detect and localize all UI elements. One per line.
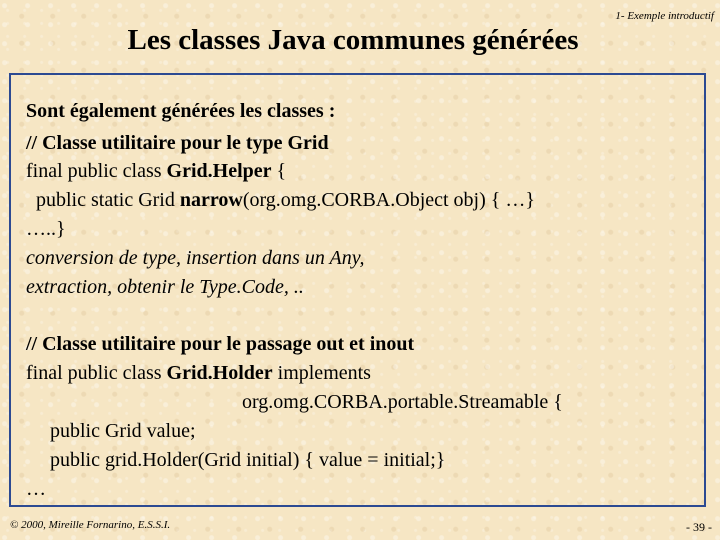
page-title: Les classes Java communes générées xyxy=(127,24,579,56)
intro-text: Sont également générées les classes : xyxy=(26,100,336,122)
helper-description-1: conversion de type, insertion dans un Any, xyxy=(26,247,365,269)
holder-constructor: public grid.Holder(Grid initial) { value = initial;} xyxy=(50,449,446,471)
helper-description-2: extraction, obtenir le Type.Code, .. xyxy=(26,276,304,298)
class-name: Grid.Helper xyxy=(166,160,272,182)
grid-holder-declaration xyxy=(26,360,371,386)
method-suffix: (org.omg.CORBA.Object obj) { …} xyxy=(242,189,535,211)
declaration-prefix: final public class xyxy=(26,160,167,182)
implements-interface: org.omg.CORBA.portable.Streamable { xyxy=(242,391,563,413)
method-prefix: public static Grid xyxy=(26,189,180,211)
method-name: narrow xyxy=(179,189,243,211)
class-name: Grid.Holder xyxy=(166,362,273,384)
section-note: 1- Exemple introductif xyxy=(615,10,714,22)
value-field: public Grid value; xyxy=(50,420,196,442)
grid-helper-comment: // Classe utilitaire pour le type Grid xyxy=(26,132,329,154)
page-number: - 39 - xyxy=(686,520,712,534)
copyright-footer: © 2000, Mireille Fornarino, E.S.S.I. xyxy=(10,519,171,531)
narrow-method xyxy=(26,187,535,213)
grid-helper-declaration xyxy=(26,158,286,184)
grid-holder-comment: // Classe utilitaire pour le passage out et inout xyxy=(26,333,415,355)
declaration-prefix: final public class xyxy=(26,362,167,384)
declaration-suffix: implements xyxy=(272,362,371,384)
helper-closing: …..} xyxy=(26,218,66,240)
declaration-suffix: { xyxy=(271,160,287,182)
holder-ellipsis: … xyxy=(26,478,46,500)
